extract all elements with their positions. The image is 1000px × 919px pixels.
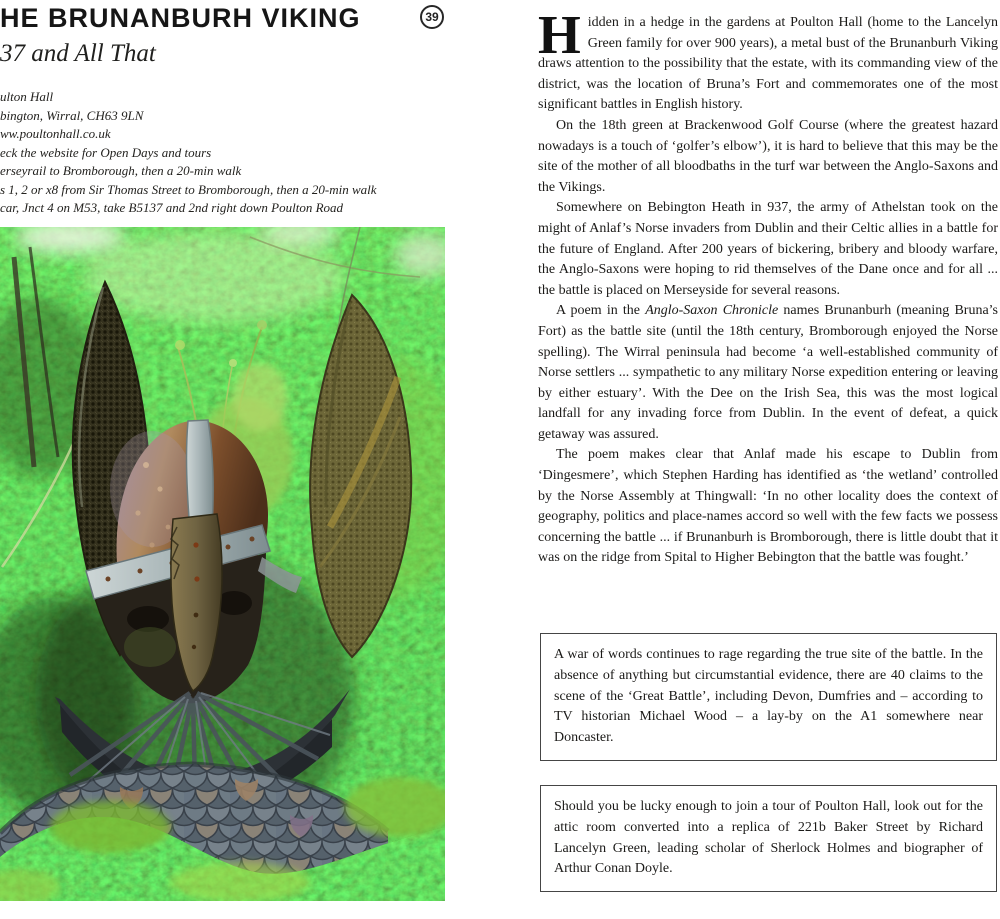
info-line-address-name: ulton Hall	[0, 89, 54, 104]
sidebar-box-2-text: Should you be lucky enough to join a tour of Poulton Hall, look out for the attic room converted into a replica of 221b Baker Street by Richard Lancelyn Green, leading scholar of Sherlock Holmes and biographer of Arthur Conan Doyle.	[554, 799, 983, 877]
paragraph-3: Somewhere on Bebington Heath in 937, the army of Athelstan took on the might of Anlaf’s Norse invaders from Dublin and their Celtic allies in a battle for the future of England. After 200 years of bickering, bribery and bloody warfare, the Anglo-Saxons were hoping to rid themselves of the Dane once and for all ... the battle is placed on Merseyside for several reasons.	[538, 200, 998, 298]
paragraph-4-post: names Brunanburh (meaning Bruna’s Fort) as the battle site (until the 18th century, Bromborough enjoyed the Norse spelling). The Wirral peninsula had become ‘a well-established community of Norse settlers ... sympathetic to any military Norse expedition entering or leaving by either estuary’. With the Dee on the Irish Sea, this was the most logical landfall for any invading force from Dublin. In the event of defeat, a quick getaway was assured.	[538, 303, 999, 442]
paragraph-4	[538, 301, 998, 445]
info-line-car: car, Jnct 4 on M53, take B5137 and 2nd right down Poulton Road	[0, 200, 344, 215]
paragraph-4-pre: A poem in the	[556, 303, 646, 319]
info-line-website: ww.poultonhall.co.uk	[0, 126, 111, 141]
page-number: 39	[425, 10, 439, 24]
info-line-hours: eck the website for Open Days and tours	[0, 144, 212, 160]
page-number-badge	[420, 5, 444, 29]
info-line-address: bington, Wirral, CH63 9LN	[0, 107, 144, 123]
visitor-info-block	[0, 88, 470, 218]
paragraph-1-text: idden in a hedge in the gardens at Poulton Hall (home to the Lancelyn Green family for over 900 years), a metal bust of the Brunanburh Viking draws attention to the possibility that the estate, with its commanding view of the district, was the location of Bruna’s Fort and commemorates one of the most significant battles in English history.	[538, 15, 998, 113]
viking-bust-photo	[0, 227, 445, 901]
drop-cap: H	[538, 4, 581, 65]
page-title: HE BRUNANBURH VIKING	[0, 3, 361, 33]
paragraph-1	[538, 4, 998, 116]
page-subtitle: 37 and All That	[0, 40, 156, 67]
viking-bust-illustration	[0, 227, 445, 901]
article-body	[538, 4, 999, 569]
paragraph-5: The poem makes clear that Anlaf made his escape to Dublin from ‘Dingesmere’, which Stephen Harding has identified as ‘the wetland’ controlled by the Norse Assembly at Thingwall: ‘In no other locality does the context of geography, politics and place-names accord so well with the few facts we possess concerning the battle ... if Brunanburh is Bromborough, there is little doubt that it was on the ridge from Spital to Higher Bebington that the battle was fought.’	[538, 447, 998, 566]
sidebar-box-battle-claims	[540, 633, 997, 761]
paragraph-2: On the 18th green at Brackenwood Golf Course (where the greatest hazard nowadays is a touch of ‘golfer’s elbow’), it is hard to believe that this may be the site of the mother of all bloodbaths in the turf war between the Anglo-Saxons and the Vikings.	[538, 117, 998, 195]
info-line-rail: erseyrail to Bromborough, then a 20-min walk	[0, 163, 242, 178]
chronicle-title: Anglo-Saxon Chronicle	[645, 303, 779, 319]
sidebar-box-1-text: A war of words continues to rage regarding the true site of the battle. In the absence of anything but circumstantial evidence, there are 40 claims to the scene of the ‘Great Battle’, including Devon, Dumfries and – according to TV historian Michael Wood – a lay-by on the A1 somewhere near Doncaster.	[554, 647, 983, 746]
sidebar-box-baker-street	[540, 785, 997, 892]
info-line-bus: s 1, 2 or x8 from Sir Thomas Street to Bromborough, then a 20-min walk	[0, 181, 377, 197]
